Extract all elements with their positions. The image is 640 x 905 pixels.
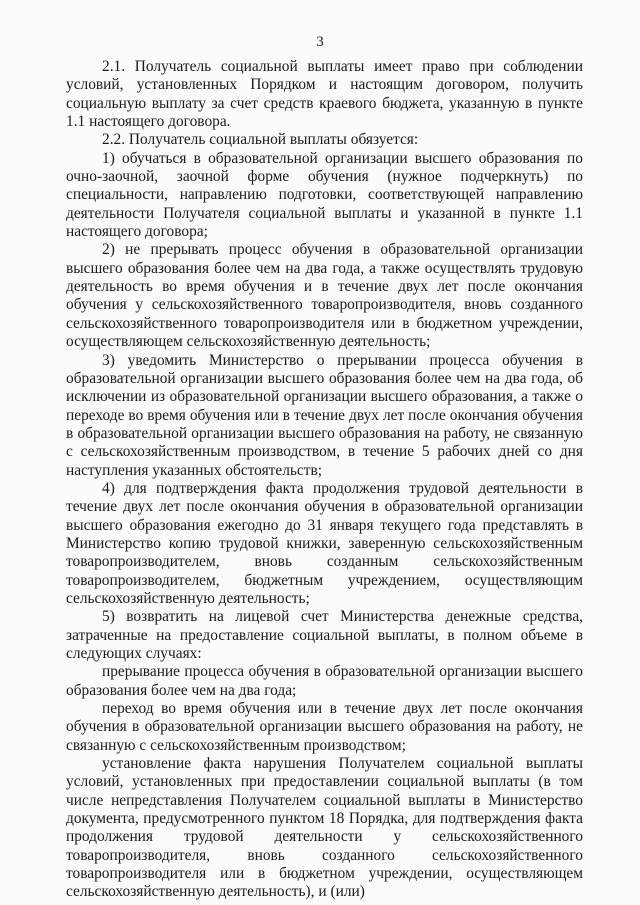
case-violation: установление факта нарушения Получателем социальной выплаты условий, установленных при предоставлении социальной выплаты (в том числе непредставления Получателем социальной выплаты в Министерство документа, предусмотренного пунктом 18 Порядка, для подтверждения факта продолжения трудовой деятельности у сельскохозяйственного товаропроизводителя, вновь созданного сельскохозяйственного товаропроизводителя или в бюджетном учреждении, осуществляющем сельскохозяйственную деятельность), и (или): [66, 755, 583, 901]
case-interruption: прерывание процесса обучения в образовательной организации высшего образования более чем на два года;: [66, 663, 583, 699]
obligation-1: 1) обучаться в образовательной организации высшего образования по очно-заочной, заочной форме обучения (нужное подчеркнуть) по специальности, направлению подготовки, соответствующей направлению деятельности Получателя социальной выплаты и указанной в пункте 1.1 настоящего договора;: [66, 149, 583, 241]
obligation-5: 5) возвратить на лицевой счет Министерства денежные средства, затраченные на предоставление социальной выплаты, в полном объеме в следующих случаях:: [66, 608, 583, 662]
paragraph-2-2: 2.2. Получатель социальной выплаты обязуется:: [102, 131, 419, 149]
paragraph-2-1: 2.1. Получатель социальной выплаты имеет право при соблюдении условий, установленных Порядком и настоящим договором, получить социальную выплату за счет средств краевого бюджета, указанную в пункте 1.1 настоящего договора.: [66, 58, 583, 131]
case-job-change: переход во время обучения или в течение двух лет после окончания обучения в образовательной организации высшего образования на работу, не связанную с сельскохозяйственным производством;: [66, 700, 583, 754]
document-body: [66, 58, 583, 902]
page-number: 3: [316, 34, 324, 50]
obligation-2: 2) не прерывать процесс обучения в образовательной организации высшего образования более чем на два года, а также осуществлять трудовую деятельность во время обучения и в течение двух лет после окончания обучения у сельскохозяйственного товаропроизводителя, вновь созданного сельскохозяйственного товаропроизводителя или в бюджетном учреждении, осуществляющем сельскохозяйственную деятельность;: [66, 241, 583, 351]
obligation-3: 3) уведомить Министерство о прерывании процесса обучения в образовательной организации высшего образования более чем на два года, об исключении из образовательной организации высшего образования, а также о переходе во время обучения или в течение двух лет после окончания обучения в образовательной организации высшего образования на работу, не связанную с сельскохозяйственным производством, в течение 5 рабочих дней со дня наступления указанных обстоятельств;: [66, 351, 583, 479]
obligation-4: 4) для подтверждения факта продолжения трудовой деятельности в течение двух лет после окончания обучения в образовательной организации высшего образования ежегодно до 31 января текущего года представлять в Министерство копию трудовой книжки, заверенную сельскохозяйственным товаропроизводителем, вновь созданным сельскохозяйственным товаропроизводителем, бюджетным учреждением, осуществляющим сельскохозяйственную деятельность;: [66, 479, 583, 607]
